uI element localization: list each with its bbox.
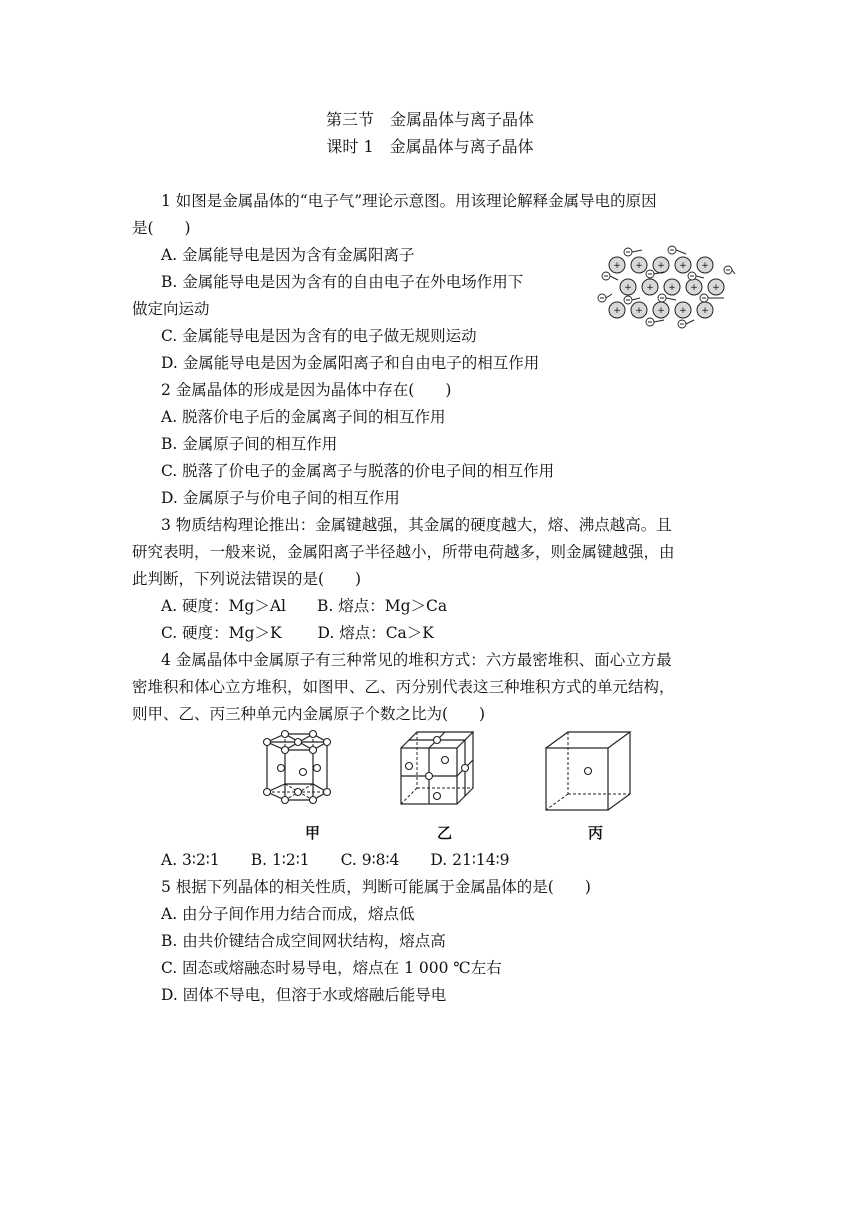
svg-text:+: + xyxy=(635,306,643,316)
hcp-unit-cell-figure xyxy=(255,728,335,818)
svg-text:+: + xyxy=(701,306,709,316)
svg-text:+: + xyxy=(668,283,676,293)
q1-option-d: D. 金属能导电是因为金属阳离子和自由电子的相互作用 xyxy=(161,354,540,372)
svg-text:+: + xyxy=(613,306,621,316)
q2-option-c: C. 脱落了价电子的金属离子与脱落的价电子间的相互作用 xyxy=(161,462,555,480)
svg-text:+: + xyxy=(613,261,621,271)
q1-option-b-line1: B. 金属能导电是因为含有的自由电子在外电场作用下 xyxy=(161,273,524,291)
svg-text:+: + xyxy=(679,261,687,271)
q5-option-b: B. 由共价键结合成空间网状结构，熔点高 xyxy=(161,932,446,950)
q1-option-b-line2: 做定向运动 xyxy=(132,300,210,318)
q4-stem-line3: 则甲、乙、丙三种单元内金属原子个数之比为( ) xyxy=(132,705,486,723)
q3-stem-line3: 此判断，下列说法错误的是( ) xyxy=(132,570,362,588)
svg-text:+: + xyxy=(624,283,632,293)
q4-stem-line2: 密堆积和体心立方堆积，如图甲、乙、丙分别代表这三种堆积方式的单元结构， xyxy=(132,678,675,696)
q3-options-row2: C. 硬度：Mg＞K D. 熔点：Ca＞K xyxy=(161,624,434,642)
q2-option-d: D. 金属原子与价电子间的相互作用 xyxy=(161,489,400,507)
q1-option-a: A. 金属能导电是因为含有金属阳离子 xyxy=(161,246,415,264)
q5-option-d: D. 固体不导电，但溶于水或熔融后能导电 xyxy=(161,986,447,1004)
svg-text:+: + xyxy=(701,261,709,271)
figure-label-bing: 丙 xyxy=(588,824,604,842)
q5-option-c: C. 固态或熔融态时易导电，熔点在 1 000 ℃左右 xyxy=(161,959,502,977)
q1-option-c: C. 金属能导电是因为含有的电子做无规则运动 xyxy=(161,327,477,345)
q1-stem-line2: 是( ) xyxy=(132,219,191,237)
electron-gas-figure xyxy=(592,240,737,332)
figure-label-jia: 甲 xyxy=(305,824,321,842)
svg-text:+: + xyxy=(635,261,643,271)
figure-label-yi: 乙 xyxy=(437,824,453,842)
q1-stem-line1: 1 如图是金属晶体的“电子气”理论示意图。用该理论解释金属导电的原因 xyxy=(161,192,657,210)
svg-text:+: + xyxy=(690,283,698,293)
bcc-unit-cell-figure xyxy=(540,726,635,818)
q3-stem-line1: 3 物质结构理论推出：金属键越强，其金属的硬度越大，熔、沸点越高。且 xyxy=(161,516,672,534)
q2-option-a: A. 脱落价电子后的金属离子间的相互作用 xyxy=(161,408,446,426)
svg-text:+: + xyxy=(712,283,720,293)
fcc-unit-cell-figure xyxy=(395,726,480,816)
svg-text:+: + xyxy=(657,306,665,316)
q2-option-b: B. 金属原子间的相互作用 xyxy=(161,435,338,453)
q3-stem-line2: 研究表明，一般来说，金属阳离子半径越小，所带电荷越多，则金属键越强，由 xyxy=(132,543,675,561)
svg-text:+: + xyxy=(679,306,687,316)
q5-stem: 5 根据下列晶体的相关性质，判断可能属于金属晶体的是( ) xyxy=(161,878,591,896)
svg-text:+: + xyxy=(657,261,665,271)
section-title: 第三节 金属晶体与离子晶体 xyxy=(325,110,534,129)
q3-options-row1: A. 硬度：Mg＞Al B. 熔点：Mg＞Ca xyxy=(161,597,448,615)
q5-option-a: A. 由分子间作用力结合而成，熔点低 xyxy=(161,905,415,923)
q4-stem-line1: 4 金属晶体中金属原子有三种常见的堆积方式：六方最密堆积、面心立方最 xyxy=(161,651,672,669)
lesson-title: 课时 1 金属晶体与离子晶体 xyxy=(326,137,534,156)
svg-text:+: + xyxy=(646,283,654,293)
q4-options: A. 3∶2∶1 B. 1∶2∶1 C. 9∶8∶4 D. 21∶14∶9 xyxy=(161,851,510,869)
q2-stem: 2 金属晶体的形成是因为晶体中存在( ) xyxy=(161,381,452,399)
